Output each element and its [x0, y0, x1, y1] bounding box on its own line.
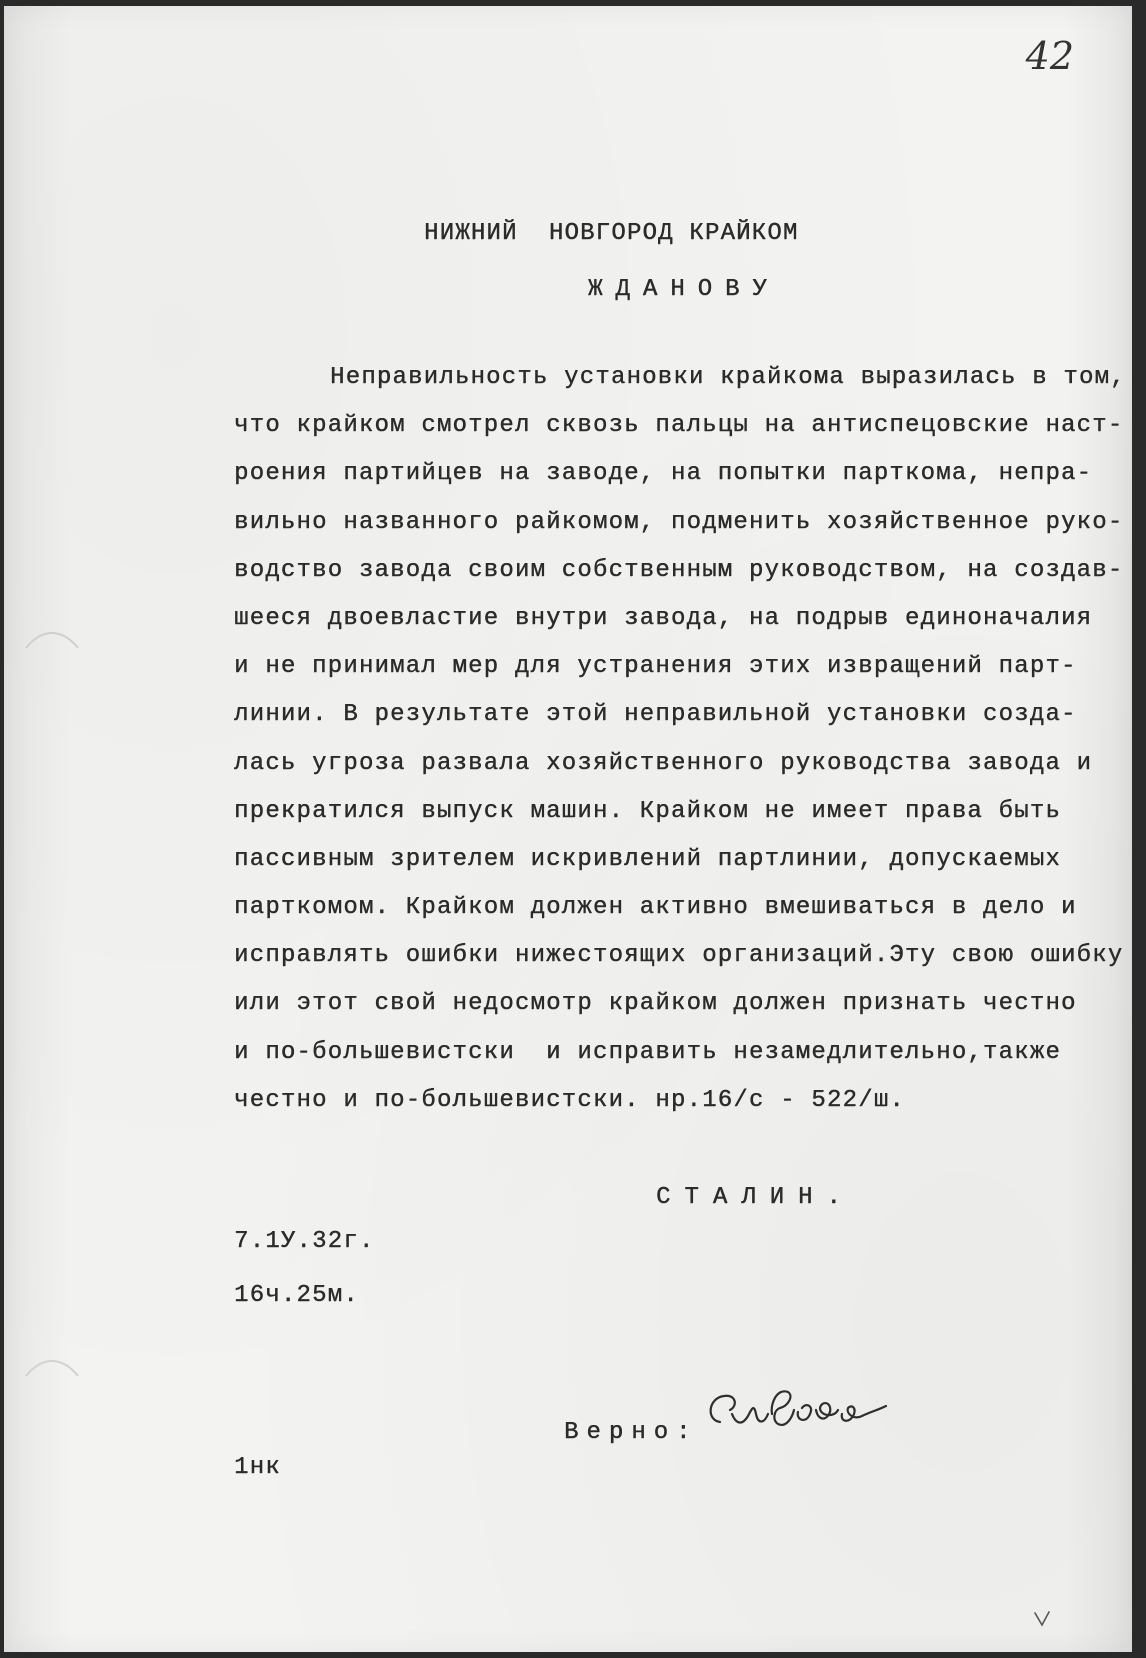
body-line: и по-большевистски и исправить незамедлительно,также: [234, 1038, 1061, 1066]
archive-page-number: 42: [1025, 34, 1074, 78]
body-line: лась угроза развала хозяйственного руководства завода и: [234, 749, 1093, 777]
punch-hole-mark: [22, 1346, 82, 1386]
body-line: и не принимал мер для устранения этих извращений парт-: [234, 653, 1077, 681]
body-line: Неправильность установки крайкома выразилась в том,: [330, 364, 1126, 391]
body-line: пассивным зрителем искривлений партлинии, допускаемых: [234, 845, 1061, 873]
punch-hole-mark: [22, 618, 82, 658]
body-line: прекратился выпуск машин. Крайком не имеет права быть: [234, 797, 1061, 825]
body-line: шееся двоевластие внутри завода, на подрыв единоначалия: [234, 604, 1093, 632]
addressee-line-1: НИЖНИЙ НОВГОРОД КРАЙКОМ: [424, 220, 799, 247]
body-line: парткомом. Крайком должен активно вмешиваться в дело и: [234, 894, 1077, 922]
body-line: честно и по-большевистски. нр.16/с - 522/ш.: [234, 1086, 905, 1114]
corner-tick-mark: [1032, 1610, 1052, 1628]
body-line: роения партийцев на заводе, на попытки парткома, непра-: [234, 460, 1093, 488]
document-page: [4, 6, 1132, 1652]
signatory-name: СТАЛИН.: [656, 1184, 855, 1211]
telegram-body: [234, 354, 1126, 1125]
addressee-line-2: ЖДАНОВУ: [588, 276, 780, 303]
body-line: водство завода своим собственным руководством, на создав-: [234, 556, 1124, 584]
body-line: или этот свой недосмотр крайком должен признать честно: [234, 990, 1077, 1018]
certification-block: [564, 1380, 892, 1446]
body-line: линии. В результате этой неправильной установки созда-: [234, 701, 1077, 729]
body-line: вильно названного райкомом, подменить хозяйственное руко-: [234, 508, 1124, 536]
body-line: исправлять ошибки нижестоящих организаций.Эту свою ошибку: [234, 942, 1124, 970]
certified-label: Верно:: [564, 1419, 699, 1446]
document-time: 16ч.25м.: [234, 1282, 359, 1309]
document-date: 7.1У.32г.: [234, 1228, 375, 1255]
body-line: что крайком смотрел сквозь пальцы на антиспецовские наст-: [234, 412, 1124, 440]
handwritten-signature: [702, 1380, 892, 1446]
copy-mark: 1нк: [234, 1454, 281, 1481]
